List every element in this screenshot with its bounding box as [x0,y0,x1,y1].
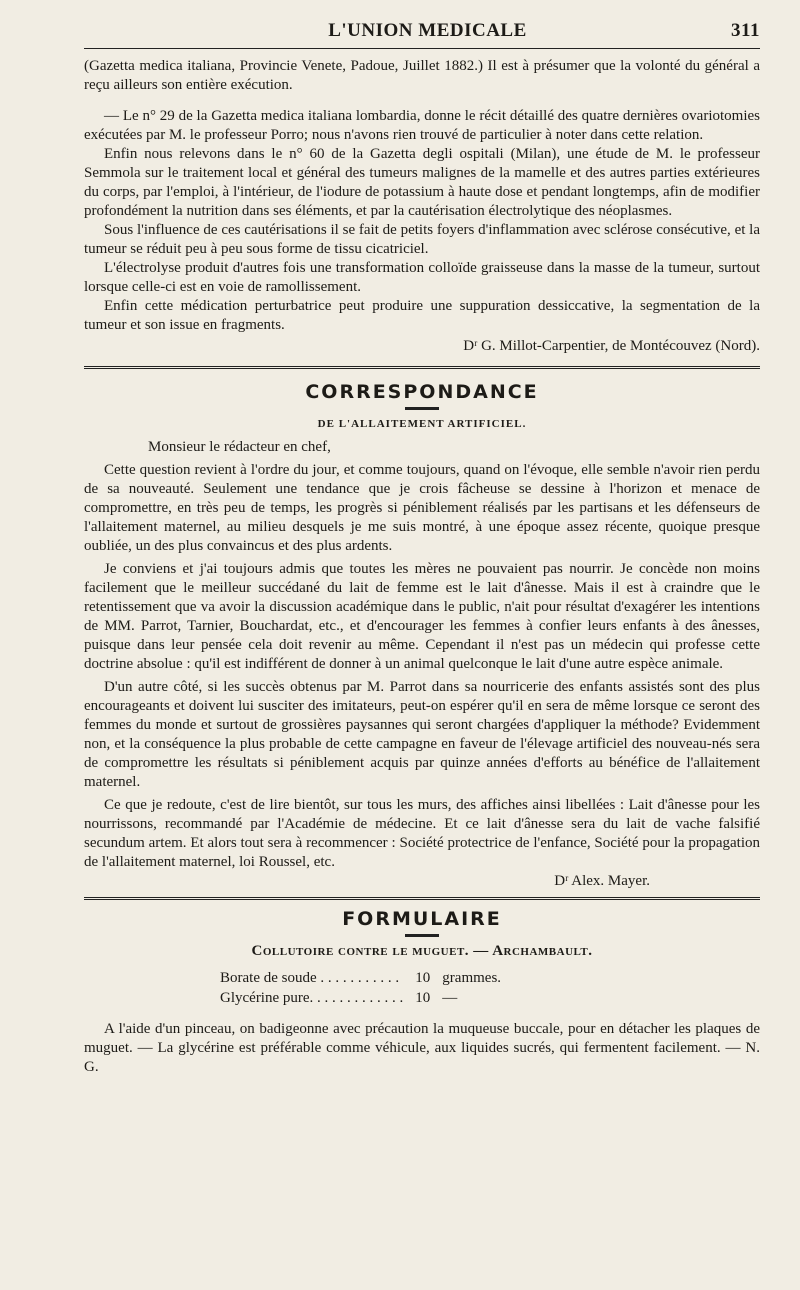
salutation: Monsieur le rédacteur en chef, [148,439,331,455]
ingredient-row [214,988,507,1008]
article-paragraph: Enfin cette médication perturbatrice peut produire une suppuration dessiccative, la segmentation de la tumeur et son issue en fragments. [84,298,760,333]
ingredient-row [214,968,507,988]
ingredient-unit: grammes. [442,970,502,986]
letter-paragraph: Cette question revient à l'ordre du jour, et comme toujours, quand on l'évoque, elle semble n'avoir rien perdu de sa nouveauté. Seulement une tendance que je crois fâcheuse se dessine à l'horizon et menace de compromettre, en très peu de temps, les progrès si péniblement réalisés par les partisans et les défenseurs de l'allaitement maternel, au milieu desquels je me suis montré, à une époque assez récente, quoique presque oubliée, un des plus convaincus et des plus ardents. [84,462,760,554]
ingredient-qty: 10 [415,990,431,1006]
section-subtitle: DE L'ALLAITEMENT ARTIFICIEL. [317,418,527,430]
ingredient-table [214,968,507,1008]
recipe-title: Collutoire contre le muguet. — Archambault. [251,943,593,959]
section-title: CORRESPONDANCE [305,381,539,403]
section-rule [84,897,760,900]
ingredient-qty: 10 [415,970,431,986]
section-rule [84,366,760,369]
ingredient-unit: — [442,990,458,1006]
page-number: 311 [731,20,760,41]
letter-paragraph: Je conviens et j'ai toujours admis que toutes les mères ne pouvaient pas nourrir. Je concède non moins facilement que le meilleur succédané du lait de femme est le lait d'ânesse. Mais il est à craindre que le retentissement que va avoir la discussion académique dans le public, n'ait pour résultat d'exagérer les intentions de MM. Parrot, Tarnier, Bouchardat, etc., et d'encourager les femmes à confier leurs enfants à des ânesses, puisque dans leur pensée cela doit revenir au même. Cependant il n'est pas un médecin qui professe cette doctrine absolue : qu'il est indifférent de donner à un animal quelconque le lait d'une autre espèce animale. [84,561,760,672]
ingredient-name: Glycérine pure. . . . . . . . . . . . . [220,990,404,1006]
correspondance-section [84,381,760,891]
title-bar [405,407,439,410]
article-paragraph: Enfin nous relevons dans le n° 60 de la Gazetta degli ospitali (Milan), une étude de M. le professeur Semmola sur le traitement local et général des tumeurs malignes de la mamelle et des autres parties extérieures du corps, par l'emploi, à l'intérieur, de l'iodure de potassium à haute dose et pendant longtemps, afin de modifier profondément la nutrition dans ses éléments, et par la cautérisation électrolytique des néoplasmes. [84,146,760,219]
header-rule [84,48,760,49]
article-paragraph: (Gazetta medica italiana, Provincie Venete, Padoue, Juillet 1882.) Il est à présumer que la volonté du général a reçu ailleurs son entière exécution. [84,58,760,93]
article-signature: Dʳ G. Millot-Carpentier, de Montécouvez (Nord). [463,338,760,354]
article-paragraph: L'électrolyse produit d'autres fois une transformation colloïde graisseuse dans la masse de la tumeur, surtout lorsque celle-ci est en voie de ramollissement. [84,260,760,295]
running-title: L'UNION MEDICALE [328,20,527,41]
recipe-instructions: A l'aide d'un pinceau, on badigeonne avec précaution la muqueuse buccale, pour en détacher les plaques de muguet. — La glycérine est préférable comme véhicule, aux liquides sucrés, qui fermentent facilement. — N. G. [84,1021,760,1075]
page-header [84,0,760,42]
letter-paragraph: Ce que je redoute, c'est de lire bientôt, sur tous les murs, des affiches ainsi libellées : Lait d'ânesse pour les nourrissons, recommandé par l'Académie de médecine. Et ce lait d'ânesse sera du lait de vache falsifié secundum artem. Et alors tout sera à recommencer : Société protectrice de l'enfance, Société pour la propagation de l'allaitement maternel, loi Roussel, etc. [84,797,760,870]
section-title: FORMULAIRE [342,908,502,930]
top-article [84,57,760,356]
title-bar [405,934,439,937]
letter-paragraph: D'un autre côté, si les succès obtenus par M. Parrot dans sa nourricerie des enfants assistés sont des plus encourageants et doivent lui susciter des imitateurs, peut-on espérer qu'il en sera de même lorsque ce seront des femmes du monde et surtout de grossières paysannes qui seront chargées d'appliquer la méthode? Evidemment non, et la conséquence la plus probable de cette campagne en faveur de l'élevage artificiel des nouveau-nés sera de compromettre les résultats si péniblement acquis par quinze années d'efforts au bénéfice de l'allaitement maternel. [84,679,760,790]
article-paragraph: — Le n° 29 de la Gazetta medica italiana lombardia, donne le récit détaillé des quatre dernières ovariotomies exécutées par M. le professeur Porro; nous n'avons rien trouvé de particulier à noter dans cette relation. [84,108,760,143]
ingredient-name: Borate de soude . . . . . . . . . . . [220,970,400,986]
formulaire-section [84,908,760,1077]
letter-signature: Dʳ Alex. Mayer. [554,873,650,889]
article-paragraph: Sous l'influence de ces cautérisations il se fait de petits foyers d'inflammation avec sclérose consécutive, et la tumeur se réduit peu à peu sous forme de tissu cicatriciel. [84,222,760,257]
